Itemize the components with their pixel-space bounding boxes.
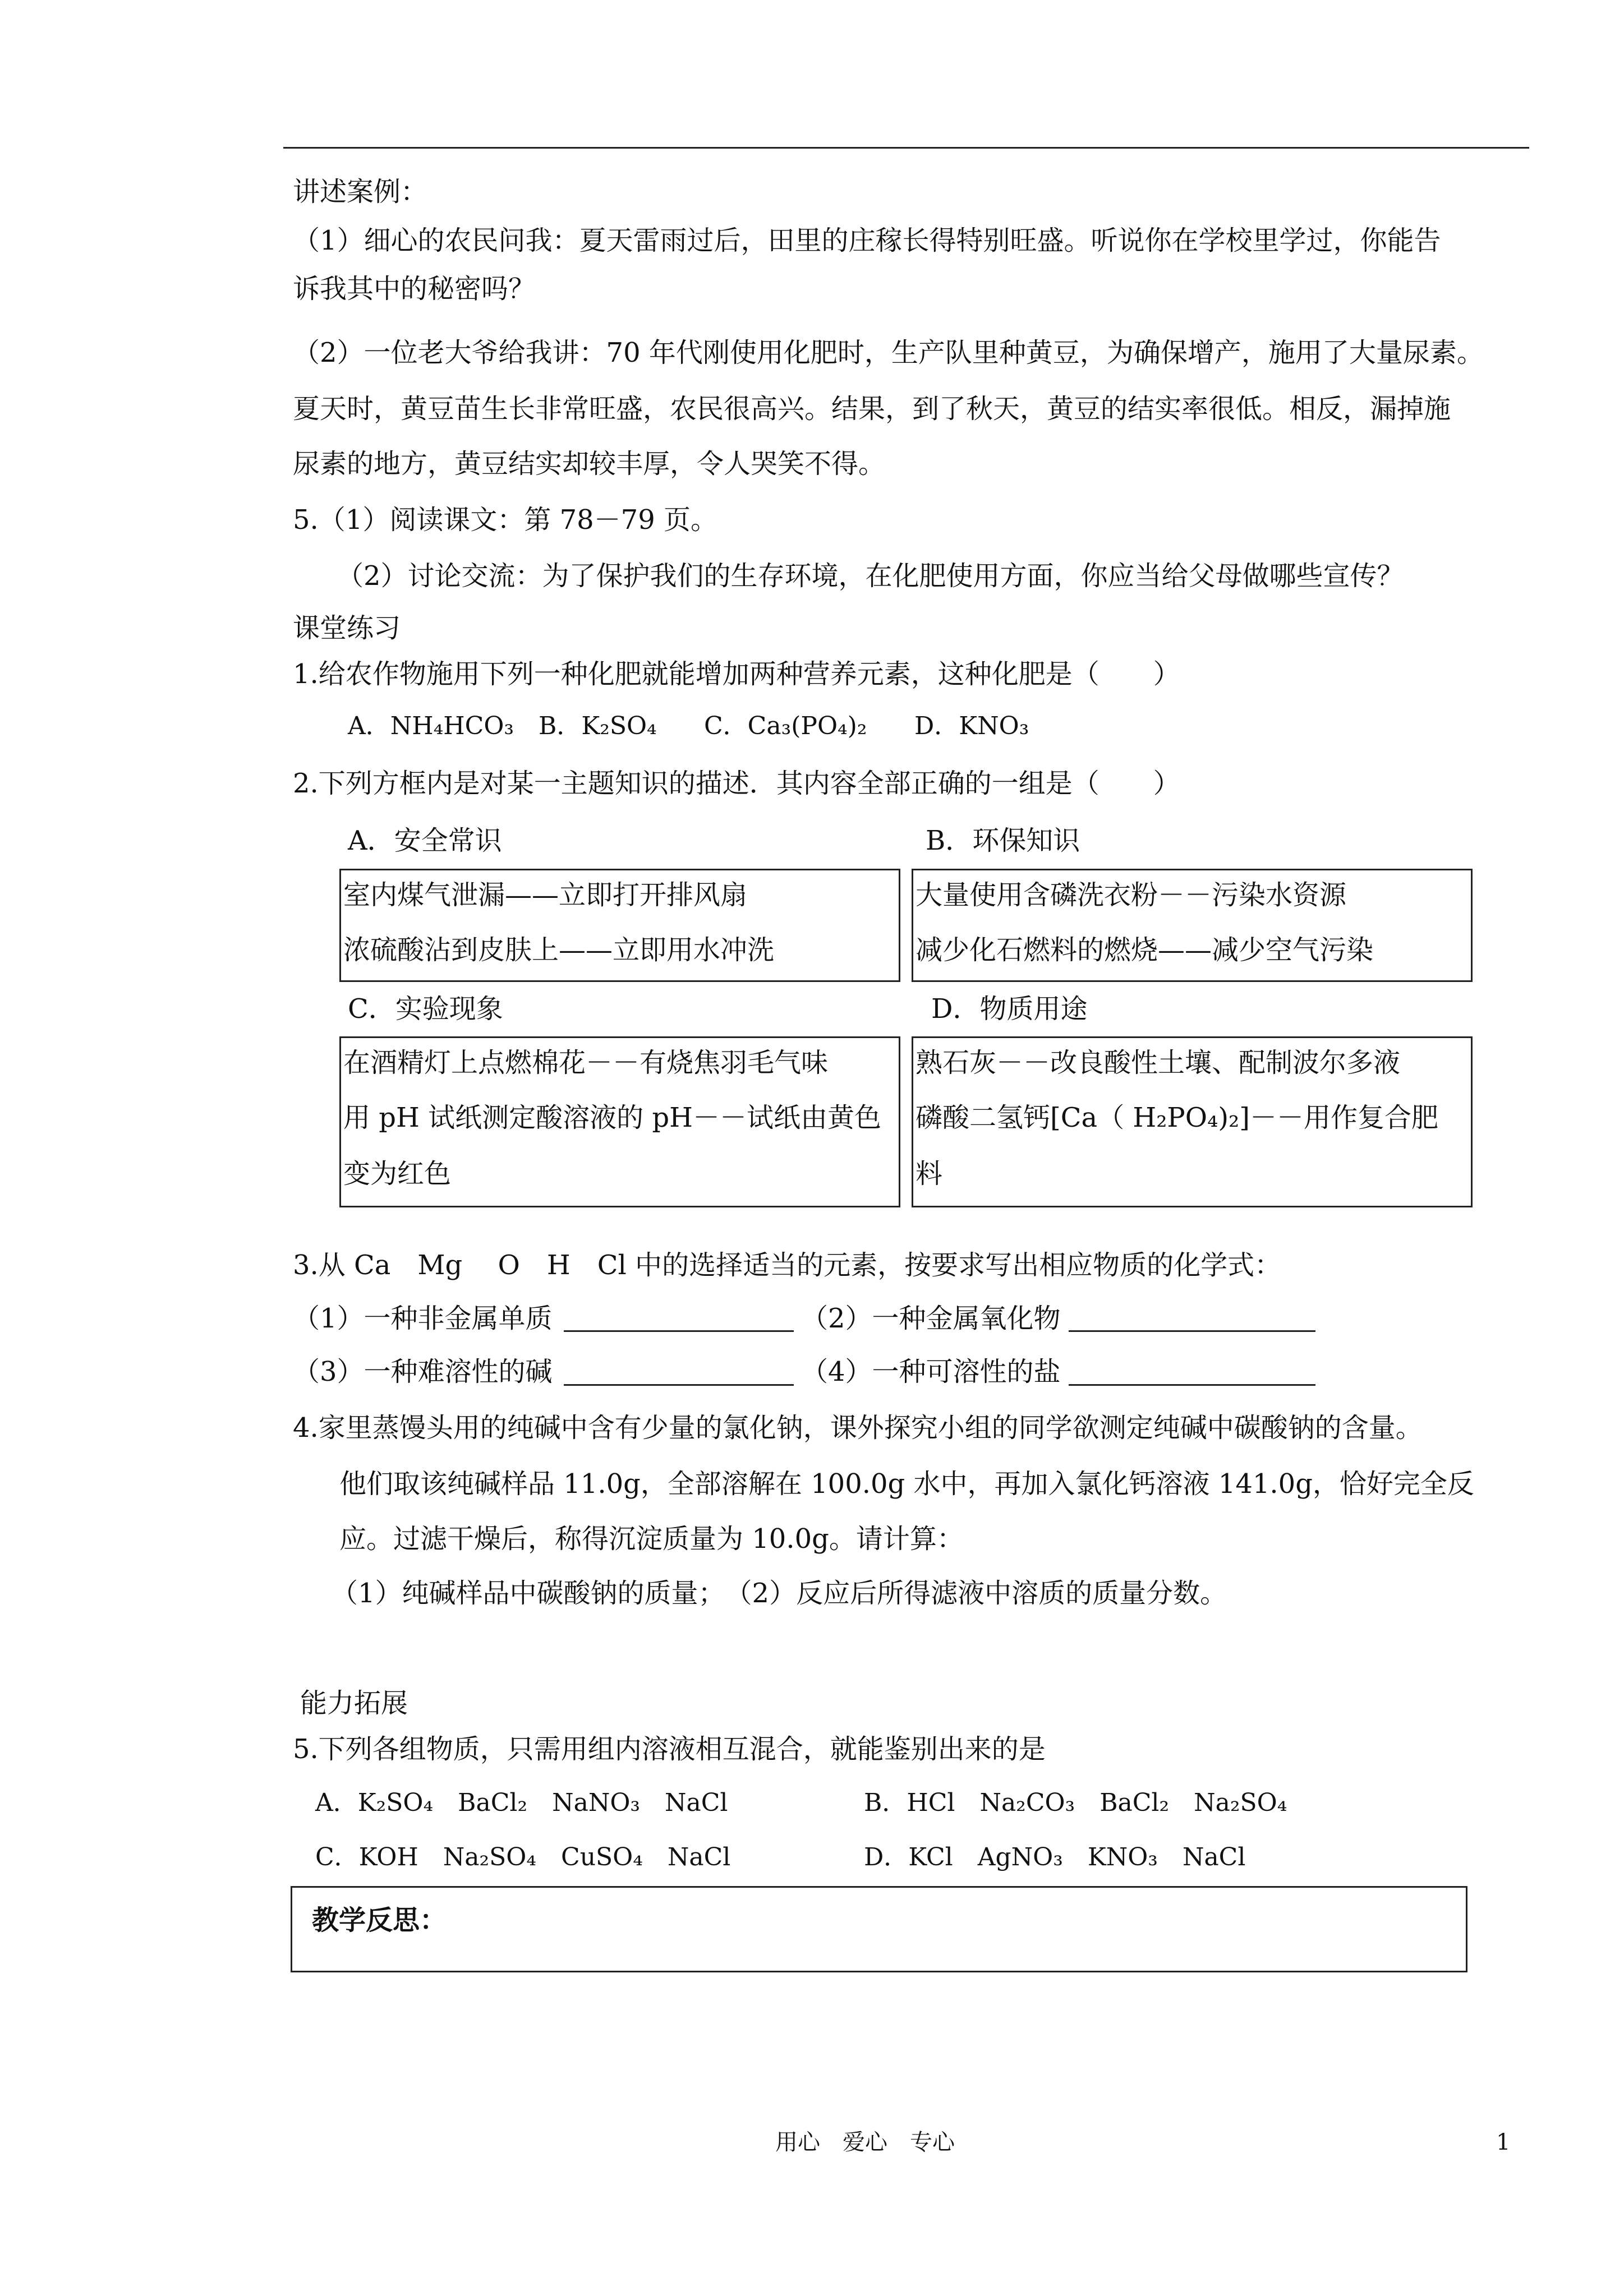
q2-box-d [912,1036,1473,1207]
case-heading: 讲述案例： [293,176,428,208]
q2-stem: 2.下列方框内是对某一主题知识的描述．其内容全部正确的一组是（ ） [293,768,1180,799]
q3-answer-blank-4[interactable] [1069,1384,1315,1386]
teaching-reflection-label: 教学反思： [312,1905,447,1936]
case-item1-line2: 诉我其中的秘密吗？ [293,273,536,305]
q4-line3: 应。过滤干燥后，称得沉淀质量为 10.0g。请计算： [339,1523,964,1555]
q2-b-title: B．环保知识 [926,825,1080,856]
q3-answer-blank-1[interactable] [564,1330,794,1332]
q3-part4: （4）一种可溶性的盐 [801,1356,1061,1387]
q2-b-line1: 大量使用含磷洗衣粉－－污染水资源 [915,879,1347,911]
q5-stem: 5.下列各组物质，只需用组内溶液相互混合，就能鉴别出来的是 [293,1733,1046,1765]
q4-line2: 他们取该纯碱样品 11.0g，全部溶解在 100.0g 水中，再加入氯化钙溶液 141.0g，恰好完全反 [339,1468,1474,1500]
q3-part3: （3）一种难溶性的碱 [293,1356,553,1387]
extension-heading: 能力拓展 [300,1688,408,1719]
q2-a-line1: 室内煤气泄漏——立即打开排风扇 [343,879,748,911]
q5-option-d: D．KCl AgNO₃ KNO₃ NaCl [864,1843,1246,1871]
q3-answer-blank-3[interactable] [564,1384,794,1386]
q1-stem: 1.给农作物施用下列一种化肥就能增加两种营养元素，这种化肥是（ ） [293,658,1180,690]
q3-stem: 3.从 Ca Mg O H Cl 中的选择适当的元素，按要求写出相应物质的化学式： [293,1250,1282,1281]
q2-d-title: D．物质用途 [931,993,1088,1025]
q2-c-line3: 变为红色 [343,1158,452,1190]
q2-box-c [339,1036,900,1207]
q2-c-line1: 在酒精灯上点燃棉花－－有烧焦羽毛气味 [343,1047,829,1078]
step5-discuss: （2）讨论交流：为了保护我们的生存环境，在化肥使用方面，你应当给父母做哪些宣传？ [337,560,1404,592]
q2-c-line2: 用 pH 试纸测定酸溶液的 pH－－试纸由黄色 [343,1102,881,1133]
q1-option-d: D．KNO₃ [914,712,1029,740]
footer-motto: 用心 爱心 专心 [775,2129,955,2155]
q5-option-c: C．KOH Na₂SO₄ CuSO₄ NaCl [315,1843,731,1871]
q1-option-a: A．NH₄HCO₃ [348,712,514,740]
q3-answer-blank-2[interactable] [1069,1330,1315,1332]
q2-d-line1: 熟石灰－－改良酸性土壤、配制波尔多液 [915,1047,1401,1078]
q5-option-b: B．HCl Na₂CO₃ BaCl₂ Na₂SO₄ [864,1788,1287,1817]
q3-part2: （2）一种金属氧化物 [801,1303,1061,1334]
q2-a-title: A．安全常识 [348,825,502,856]
q1-option-b: B．K₂SO₄ [539,712,657,740]
q4-line1: 4.家里蒸馒头用的纯碱中含有少量的氯化钠，课外探究小组的同学欲测定纯碱中碳酸钠的含量。 [293,1412,1423,1444]
q2-a-line2: 浓硫酸沾到皮肤上——立即用水冲洗 [343,934,775,966]
case-item2-line3: 尿素的地方，黄豆结实却较丰厚，令人哭笑不得。 [293,448,886,480]
q2-box-a [339,869,900,982]
practice-heading: 课堂练习 [293,612,401,644]
q2-d-line2: 磷酸二氢钙[Ca（ H₂PO₄)₂]－－用作复合肥 [915,1102,1439,1133]
q1-option-c: C．Ca₃(PO₄)₂ [704,712,867,740]
case-item1-line1: （1）细心的农民问我：夏天雷雨过后，田里的庄稼长得特别旺盛。听说你在学校里学过，你能告 [293,225,1441,256]
case-item2-line2: 夏天时，黄豆苗生长非常旺盛，农民很高兴。结果，到了秋天，黄豆的结实率很低。相反，漏掉施 [293,393,1451,425]
step5-read: 5.（1）阅读课文：第 78－79 页。 [293,504,718,536]
q2-box-b [912,869,1473,982]
q3-part1: （1）一种非金属单质 [293,1303,553,1334]
q5-option-a: A．K₂SO₄ BaCl₂ NaNO₃ NaCl [315,1788,728,1817]
teaching-reflection-box[interactable] [291,1886,1467,1972]
header-rule [283,147,1529,149]
q2-c-title: C．实验现象 [348,993,503,1025]
case-item2-line1: （2）一位老大爷给我讲：70 年代刚使用化肥时，生产队里种黄豆，为确保增产，施用了大量尿素。 [293,337,1484,368]
q2-b-line2: 减少化石燃料的燃烧——减少空气污染 [915,934,1374,966]
page-number: 1 [1496,2129,1511,2155]
q2-d-line3: 料 [915,1158,943,1190]
q4-line4: （1）纯碱样品中碳酸钠的质量； （2）反应后所得滤液中溶质的质量分数。 [331,1578,1227,1609]
